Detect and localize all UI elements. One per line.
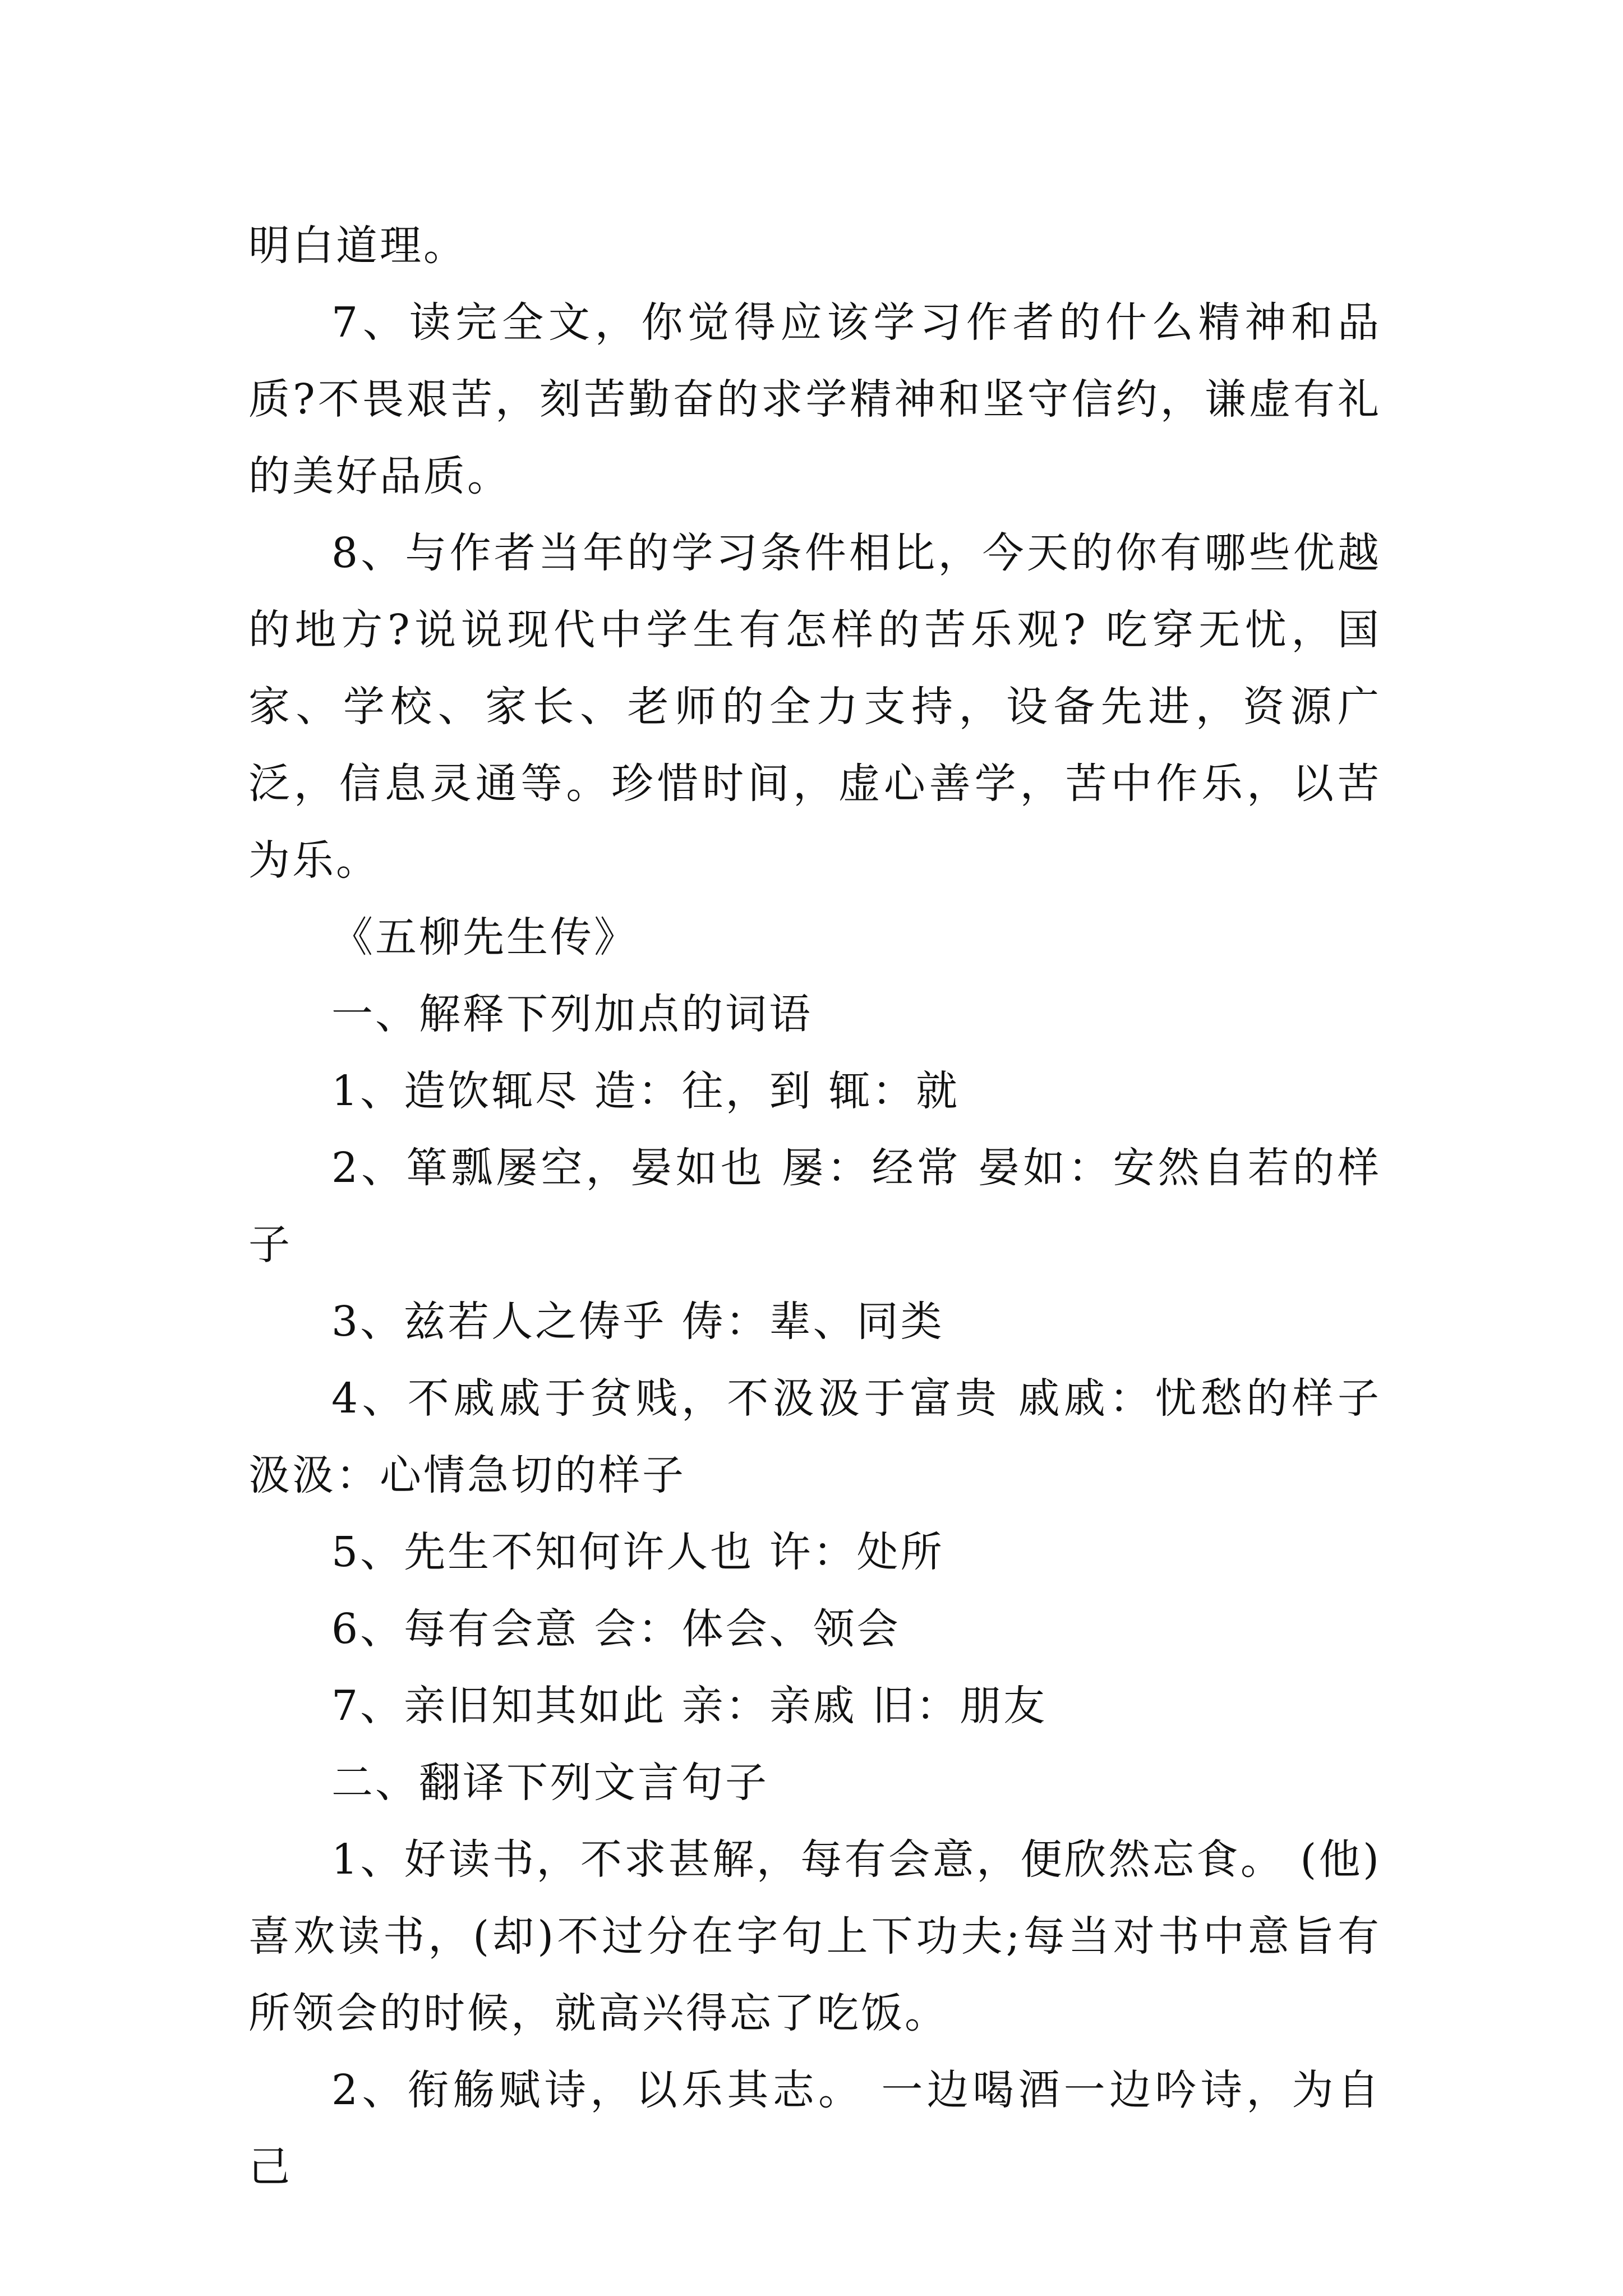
section-title: 《五柳先生传》	[331, 913, 638, 961]
section-heading-1: 一、解释下列加点的词语	[331, 990, 813, 1038]
vocab-item-3: 3、兹若人之俦乎 俦：辈、同类	[331, 1297, 944, 1346]
paragraph-question-8: 8、与作者当年的学习条件相比，今天的你有哪些优越的地方?说说现代中学生有怎样的苦乐观? 吃穿无忧，国家、学校、家长、老师的全力支持，设备先进，资源广泛，信息灵通等。珍惜时间，虚心善学，苦中作乐，以苦为乐。	[248, 529, 1381, 885]
vocab-item-5: 5、先生不知何许人也 许：处所	[331, 1528, 944, 1576]
paragraph-continuation: 明白道理。	[248, 222, 467, 270]
vocab-item-4: 4、不戚戚于贫贱，不汲汲于富贵 戚戚：忧愁的样子汲汲：心情急切的样子	[248, 1374, 1381, 1499]
section-heading-2: 二、翻译下列文言句子	[331, 1759, 769, 1807]
paragraph-question-7: 7、读完全文，你觉得应该学习作者的什么精神和品质?不畏艰苦，刻苦勤奋的求学精神和坚守信约，谦虚有礼的美好品质。	[248, 298, 1381, 500]
vocab-item-7: 7、亲旧知其如此 亲：亲戚 旧：朋友	[331, 1682, 1048, 1730]
vocab-item-6: 6、每有会意 会：体会、领会	[331, 1605, 901, 1653]
document-body	[248, 208, 1381, 2206]
vocab-item-2: 2、箪瓢屡空，晏如也 屡：经常 晏如：安然自若的样子	[248, 1144, 1381, 1269]
vocab-item-1: 1、造饮辄尽 造：往，到 辄：就	[331, 1067, 960, 1115]
translation-item-1: 1、好读书，不求甚解，每有会意，便欣然忘食。 (他)喜欢读书，(却)不过分在字句上下功夫;每当对书中意旨有所领会的时候，就高兴得忘了吃饭。	[248, 1835, 1381, 2037]
translation-item-2: 2、衔觞赋诗，以乐其志。 一边喝酒一边吟诗，为自己	[248, 2066, 1381, 2191]
